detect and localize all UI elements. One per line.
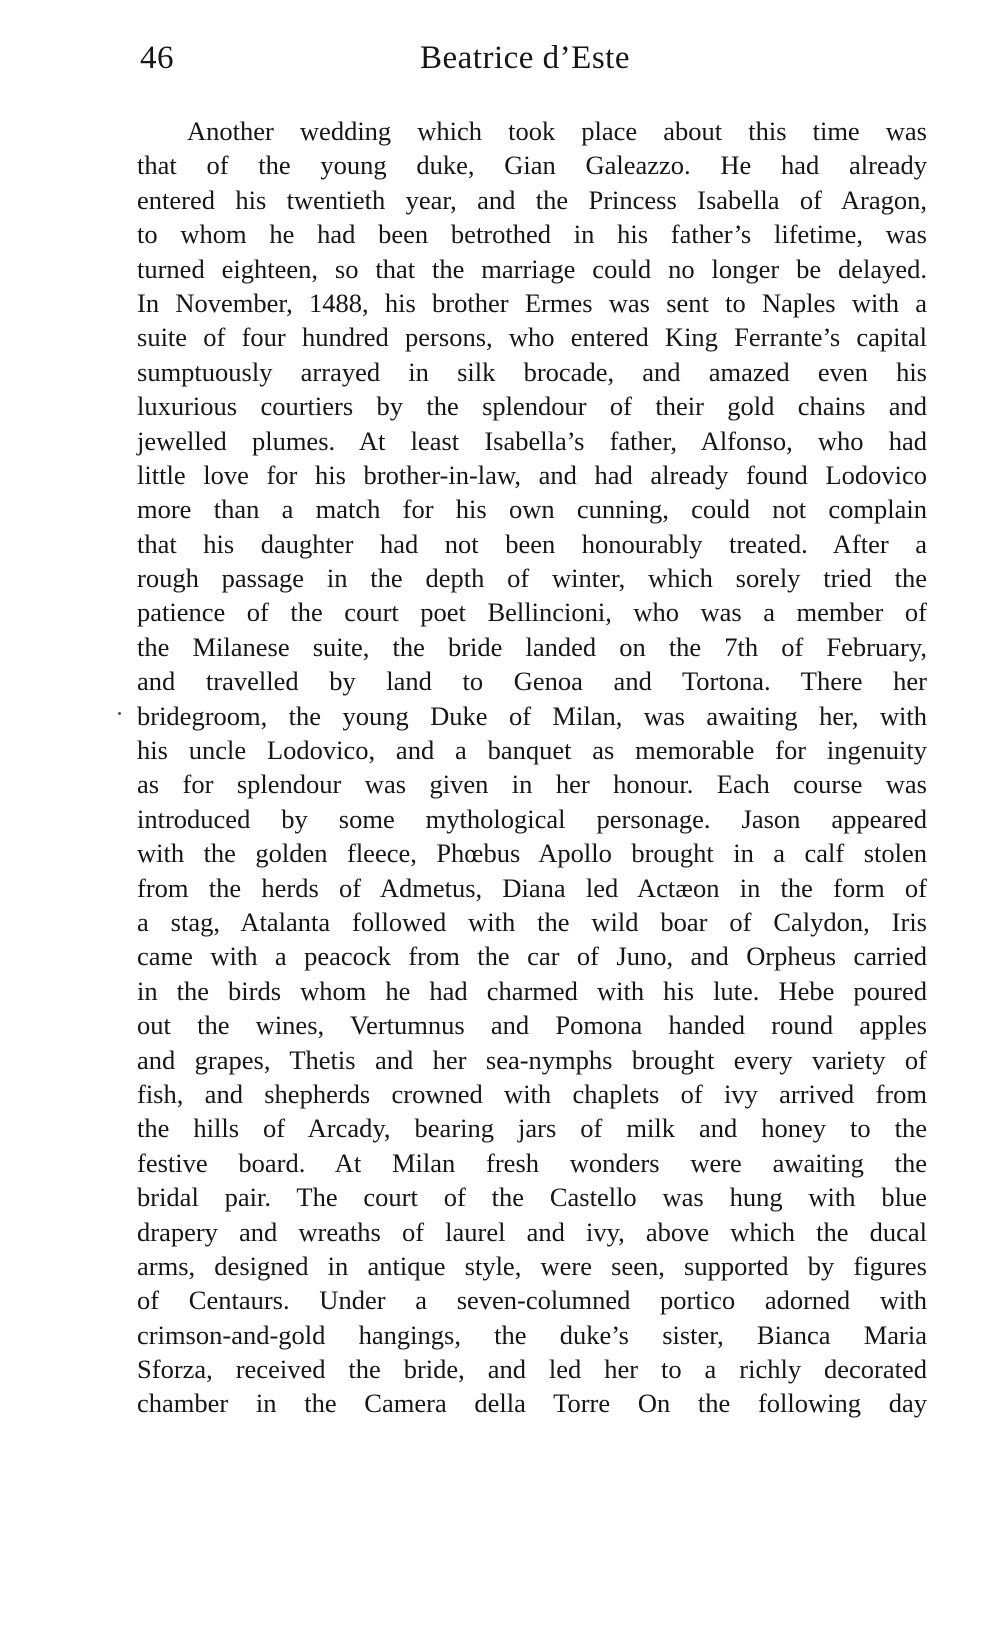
body-paragraph [137,114,927,1421]
page-header [140,40,920,90]
text-line: drapery and wreaths of laurel and ivy, above which the ducal [137,1216,927,1247]
text-line: festive board. At Milan fresh wonders were awaiting the [137,1147,927,1178]
text-line: his uncle Lodovico, and a banquet as memorable for ingenuity [137,735,927,766]
text-line: rough passage in the depth of winter, which sorely tried the [137,563,927,594]
text-line: the Milanese suite, the bride landed on the 7th of February, [137,631,927,662]
text-line: as for splendour was given in her honour. Each course was [137,769,927,800]
scan-speck [118,712,121,715]
text-line: little love for his brother-in-law, and had already found Lodovico [137,459,927,490]
page-number: 46 [140,40,174,76]
running-head: Beatrice d’Este [420,40,630,76]
text-line: chamber in the Camera della Torre On the following day [137,1388,927,1419]
text-line: patience of the court poet Bellincioni, who was a member of [137,597,927,628]
text-line: entered his twentieth year, and the Princess Isabella of Aragon, [137,184,927,215]
text-line: in the birds whom he had charmed with his lute. Hebe poured [137,975,927,1006]
text-line: a stag, Atalanta followed with the wild boar of Calydon, Iris [137,906,927,937]
text-line: came with a peacock from the car of Juno, and Orpheus carried [137,941,927,972]
text-line: arms, designed in antique style, were seen, supported by figures [137,1250,927,1281]
text-line: crimson-and-gold hangings, the duke’s sister, Bianca Maria [137,1319,927,1350]
text-line: fish, and shepherds crowned with chaplets of ivy arrived from [137,1078,927,1109]
text-line: Sforza, received the bride, and led her to a richly decorated [137,1354,927,1385]
text-line: more than a match for his own cunning, could not complain [137,494,927,525]
text-line: that of the young duke, Gian Galeazzo. He had already [137,150,927,181]
text-line: In November, 1488, his brother Ermes was sent to Naples with a [137,287,927,318]
text-line: jewelled plumes. At least Isabella’s father, Alfonso, who had [137,425,927,456]
text-line: from the herds of Admetus, Diana led Actæon in the form of [137,872,927,903]
text-line: bridal pair. The court of the Castello was hung with blue [137,1182,927,1213]
text-line: turned eighteen, so that the marriage could no longer be delayed. [137,253,927,284]
text-line: sumptuously arrayed in silk brocade, and amazed even his [137,356,927,387]
text-line: luxurious courtiers by the splendour of their gold chains and [137,391,927,422]
text-line: Another wedding which took place about this time was [187,116,927,146]
text-line: with the golden fleece, Phœbus Apollo brought in a calf stolen [137,838,927,869]
text-line: suite of four hundred persons, who entered King Ferrante’s capital [137,322,927,353]
text-line: introduced by some mythological personage. Jason appeared [137,803,927,834]
text-line: that his daughter had not been honourably treated. After a [137,528,927,559]
text-line: bridegroom, the young Duke of Milan, was awaiting her, with [137,700,927,731]
text-line: out the wines, Vertumnus and Pomona handed round apples [137,1010,927,1041]
text-line: to whom he had been betrothed in his father’s lifetime, was [137,219,927,250]
text-line: of Centaurs. Under a seven-columned portico adorned with [137,1285,927,1316]
text-line: and grapes, Thetis and her sea-nymphs brought every variety of [137,1044,927,1075]
text-line: and travelled by land to Genoa and Tortona. There her [137,666,927,697]
text-line: the hills of Arcady, bearing jars of milk and honey to the [137,1113,927,1144]
